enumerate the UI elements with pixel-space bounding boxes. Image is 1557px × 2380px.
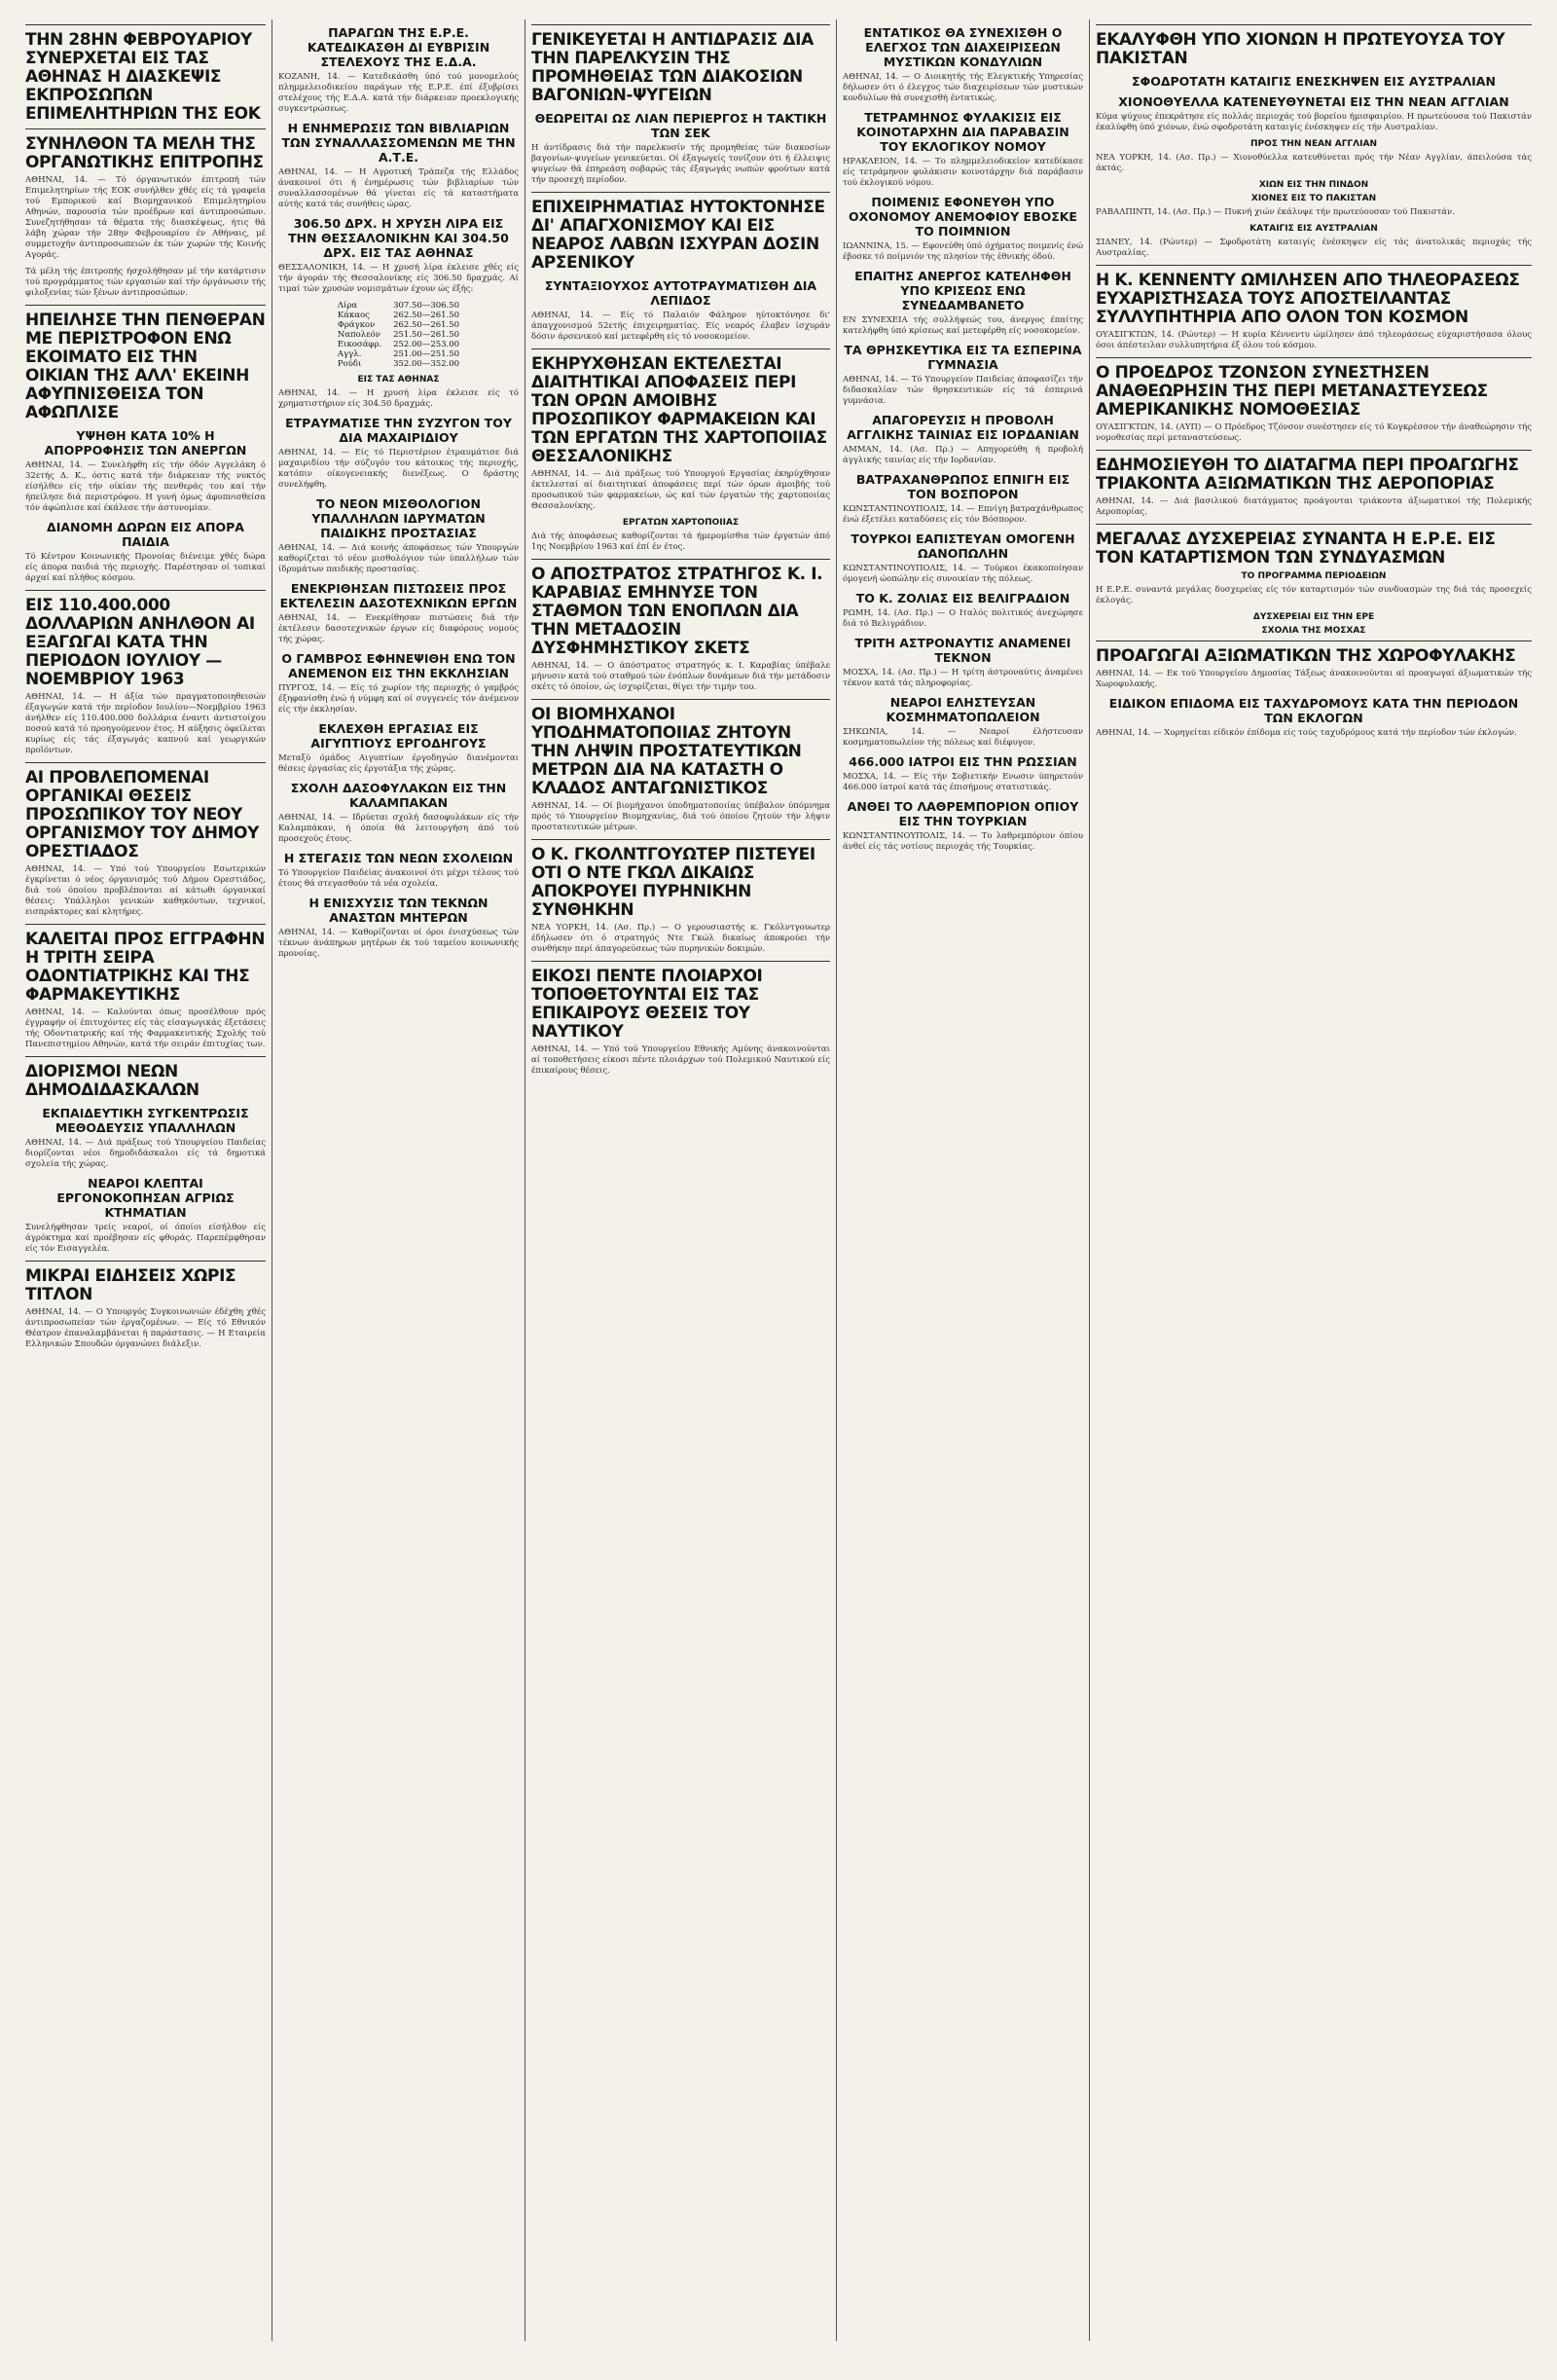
article-headline: ΕΙΚΟΣΙ ΠΕΝΤΕ ΠΛΟΙΑΡΧΟΙ ΤΟΠΟΘΕΤΟΥΝΤΑΙ ΕΙΣ ΤΑΣ ΕΠΙΚΑΙΡΟΥΣ ΘΕΣΕΙΣ ΤΟΥ ΝΑΥΤΙΚΟΥ <box>531 967 763 1042</box>
article-subheadline: ΣΧΟΛΗ ΔΑΣΟΦΥΛΑΚΩΝ ΕΙΣ ΤΗΝ ΚΑΛΑΜΠΑΚΑΝ <box>290 781 507 810</box>
article-body: ΟΥΑΣΙΓΚΤΩΝ, 14. (Ρώυτερ) — Η κυρία Κέννεντυ ώμίλησεν άπό τηλεοράσεως εύχαριστήσασα όλους όσοι άπέστειλαν συλλυπητήρια έξ όλου τού κόσμου. <box>1096 330 1532 350</box>
article-subheadline: ΤΑ ΘΡΗΣΚΕΥΤΙΚΑ ΕΙΣ ΤΑ ΕΣΠΕΡΙΝΑ ΓΥΜΝΑΣΙΑ <box>844 343 1082 372</box>
article-body: ΑΘΗΝΑΙ, 14. — Η άξία τών πραγματοποιηθεισών έξαγωγών κατά τήν περίοδον Ιουλίου—Νοεμβρίου 1963 άνήλθεν είς 110.400.000 δολλάρια έναντι άντιστοίχου ποσού κατά τό προηγούμενον έτος. Η αύξησις όφείλεται κυρίως είς τάς έξαγωγάς καπνού καί γεωργικών προϊόντων. <box>25 692 266 755</box>
divider <box>531 24 830 25</box>
coin-name: Αγγλ. <box>337 349 362 359</box>
article-subheadline: ΤΕΤΡΑΜΗΝΟΣ ΦΥΛΑΚΙΣΙΣ ΕΙΣ ΚΟΙΝΟΤΑΡΧΗΝ ΔΙΑ ΠΑΡΑΒΑΣΙΝ ΤΟΥ ΕΚΛΟΓΙΚΟΥ ΝΟΜΟΥ <box>856 110 1069 154</box>
divider <box>531 348 830 349</box>
article-body: ΑΘΗΝΑΙ, 14. — Τό Υπουργείον Παιδείας άποφασίζει τήν διδασκαλίαν τών θρησκευτικών είς τά έσπερινά γυμνάσια. <box>843 375 1083 406</box>
article-headline: Ο ΠΡΟΕΔΡΟΣ ΤΖΟΝΣΟΝ ΣΥΝΕΣΤΗΣΕΝ ΑΝΑΘΕΩΡΗΣΙΝ ΤΗΣ ΠΕΡΙ ΜΕΤΑΝΑΣΤΕΥΣΕΩΣ ΑΜΕΡΙΚΑΝΙΚΗΣ ΝΟΜΟΘΕΣΙΑΣ <box>1096 363 1488 420</box>
article-subheadline: ΤΟΥΡΚΟΙ ΕΑΠΙΣΤΕΥΑΝ ΟΜΟΓΕΝΗ ΩΑΝΟΠΩΛΗΝ <box>851 531 1075 561</box>
article-body: ΑΘΗΝΑΙ, 14. — Η χρυσή λίρα έκλεισε είς τό χρηματιστήριον είς 304.50 δραχμάς. <box>278 388 519 409</box>
article-body: Η Ε.Ρ.Ε. συναντά μεγάλας δυσχερείας είς τόν καταρτισμόν τών συνδυασμών της διά τάς προσεχείς έκλογάς. <box>1096 585 1532 605</box>
article-headline: ΓΕΝΙΚΕΥΕΤΑΙ Η ΑΝΤΙΔΡΑΣΙΣ ΔΙΑ ΤΗΝ ΠΑΡΕΛΚΥΣΙΝ ΤΗΣ ΠΡΟΜΗΘΕΙΑΣ ΤΩΝ ΔΙΑΚΟΣΙΩΝ ΒΑΓΟΝΙΩΝ-ΨΥΓΕΙΩΝ <box>531 30 814 105</box>
divider <box>25 24 266 25</box>
article-subheadline: ΣΦΟΔΡΟΤΑΤΗ ΚΑΤΑΙΓΙΣ ΕΝΕΣΚΗΨΕΝ ΕΙΣ ΑΥΣΤΡΑΛΙΑΝ <box>1132 74 1496 89</box>
column-4 <box>837 19 1090 2341</box>
article-headline: ΜΙΚΡΑΙ ΕΙΔΗΣΕΙΣ ΧΩΡΙΣ ΤΙΤΛΟΝ <box>25 1266 236 1304</box>
article-body: ΑΘΗΝΑΙ, 14. — Διά κοινής άποφάσεως τών Υπουργών καθορίζεται τό νέον μισθολόγιον τών ύπαλλήλων τών ίδρυμάτων παιδικής προστασίας. <box>278 543 519 574</box>
article-body: ΑΜΜΑΝ, 14. (Ασ. Πρ.) — Απηγορεύθη ή προβολή άγγλικής ταινίας είς τήν Ιορδανίαν. <box>843 445 1083 465</box>
article-subheadline: ΤΟ ΝΕΟΝ ΜΙΣΘΟΛΟΓΙΟΝ ΥΠΑΛΛΗΛΩΝ ΙΔΡΥΜΑΤΩΝ ΠΑΙΔΙΚΗΣ ΠΡΟΣΤΑΣΙΑΣ <box>311 496 486 540</box>
section-label: ΠΡΟΣ ΤΗΝ ΝΕΑΝ ΑΓΓΛΙΑΝ <box>1250 139 1377 149</box>
article-body: ΑΘΗΝΑΙ, 14. — Διά πράξεως τού Υπουργείου Παιδείας διορίζονται νέοι δημοδιδάσκαλοι είς τά δημοτικά σχολεία τής χώρας. <box>25 1138 266 1169</box>
article-subheadline: ΕΝΤΑΤΙΚΟΣ ΘΑ ΣΥΝΕΧΙΣΘΗ Ο ΕΛΕΓΧΟΣ ΤΩΝ ΔΙΑΧΕΙΡΙΣΕΩΝ ΜΥΣΤΙΚΩΝ ΚΟΝΔΥΛΙΩΝ <box>863 25 1063 69</box>
article-subheadline: ΑΝΘΕΙ ΤΟ ΛΑΘΡΕΜΠΟΡΙΟΝ ΟΠΙΟΥ ΕΙΣ ΤΗΝ ΤΟΥΡΚΙΑΝ <box>847 799 1079 828</box>
article-subheadline: ΤΡΙΤΗ ΑΣΤΡΟΝΑΥΤΙΣ ΑΝΑΜΕΝΕΙ ΤΕΚΝΟΝ <box>854 636 1071 665</box>
article-subheadline: ΧΙΟΝΟΘΥΕΛΛΑ ΚΑΤΕΝΕΥΘΥΝΕΤΑΙ ΕΙΣ ΤΗΝ ΝΕΑΝ ΑΓΓΛΙΑΝ <box>1118 94 1509 109</box>
coin-price: 251.00—251.50 <box>393 349 460 359</box>
article-subheadline: ΥΨΗΘΗ ΚΑΤΑ 10% Η ΑΠΟΡΡΟΦΗΣΙΣ ΤΩΝ ΑΝΕΡΓΩΝ <box>44 428 247 458</box>
coin-price: 352.00—352.00 <box>393 359 460 369</box>
article-headline: ΜΕΓΑΛΑΣ ΔΥΣΧΕΡΕΙΑΣ ΣΥΝΑΝΤΑ Η Ε.Ρ.Ε. ΕΙΣ ΤΟΝ ΚΑΤΑΡΤΙΣΜΟΝ ΤΩΝ ΣΥΝΔΥΑΣΜΩΝ <box>1096 530 1496 568</box>
table-row <box>332 311 465 320</box>
article-body: ΑΘΗΝΑΙ, 14. — Είς τό Περιστέριον έτραυμάτισε διά μαχαιριδίου τήν σύζυγόν του κάτοικος τής περιοχής, κατόπιν οίκογενειακής διενέξεως. Ο δράστης συνελήφθη. <box>278 448 519 490</box>
table-row <box>332 340 465 349</box>
article-subheadline: ΔΙΑΝΟΜΗ ΔΩΡΩΝ ΕΙΣ ΑΠΟΡΑ ΠΑΙΔΙΑ <box>47 520 244 549</box>
divider <box>1096 450 1532 451</box>
article-body: ΑΘΗΝΑΙ, 14. — Υπό τού Υπουργείου Εθνικής Αμύνης άνακοινούνται αί τοποθετήσεις είκοσι πέντε πλοιάρχων τού Πολεμικού Ναυτικού είς έπικαίρους θέσεις. <box>531 1044 830 1076</box>
article-subheadline: Η ΕΝΗΜΕΡΩΣΙΣ ΤΩΝ ΒΙΒΛΙΑΡΙΩΝ ΤΩΝ ΣΥΝΑΛΛΑΣΣΟΜΕΝΩΝ ΜΕ ΤΗΝ Α.Τ.Ε. <box>281 121 516 165</box>
table-row <box>332 330 465 340</box>
column-1 <box>19 19 272 2341</box>
article-headline: Η Κ. ΚΕΝΝΕΝΤΥ ΩΜΙΛΗΣΕΝ ΑΠΟ ΤΗΛΕΟΡΑΣΕΩΣ ΕΥΧΑΡΙΣΤΗΣΑΣΑ ΤΟΥΣ ΑΠΟΣΤΕΙΛΑΝΤΑΣ ΣΥΛΛΥΠΗΤΗΡΙΑ ΑΠΟ ΟΛΟΝ ΤΟΝ ΚΟΣΜΟΝ <box>1096 271 1520 327</box>
article-body: ΑΘΗΝΑΙ, 14. — Ο Διοικητής τής Ελεγκτικής Υπηρεσίας δήλωσεν ότι ό έλεγχος τών διαχειρίσεων τών μυστικών κονδυλίων θά συνεχισθή έντατικώς. <box>843 72 1083 103</box>
section-label: ΤΟ ΠΡΟΓΡΑΜΜΑ ΠΕΡΙΟΔΕΙΩΝ <box>1241 571 1387 581</box>
article-subheadline: ΒΑΤΡΑΧΑΝΘΡΩΠΟΣ ΕΠΝΙΓΗ ΕΙΣ ΤΟΝ ΒΟΣΠΟΡΟΝ <box>855 472 1070 501</box>
coin-name: Φράγκον <box>337 320 376 330</box>
article-headline: ΟΙ ΒΙΟΜΗΧΑΝΟΙ ΥΠΟΔΗΜΑΤΟΠΟΙΙΑΣ ΖΗΤΟΥΝ ΤΗΝ ΛΗΨΙΝ ΠΡΟΣΤΑΤΕΥΤΙΚΩΝ ΜΕΤΡΩΝ ΔΙΑ ΝΑ ΚΑΤΑΣΤΗ Ο ΚΛΑΔΟΣ ΑΝΤΑΓΩΝΙΣΤΙΚΟΣ <box>531 705 802 798</box>
article-body: ΑΘΗΝΑΙ, 14. — Υπό τού Υπουργείου Εσωτερικών έγκρίνεται ό νέος όργανισμός τού Δήμου Ορεστιάδος, διά τού όποίου προβλέπονται αί κάτωθι όργανικαί θέσεις: Υπάλληλοι γενικών καθηκόντων, τεχνικοί, εισπράκτορες καί κλητήρες. <box>25 864 266 917</box>
coin-price: 262.50—261.50 <box>393 311 460 320</box>
article-body: Τό Κέντρον Κοινωνικής Προνοίας διένειμε χθές δώρα είς άπορα παιδιά τής περιοχής. Παρέστησαν οί τοπικαί άρχαί καί πλήθος κόσμου. <box>25 552 266 583</box>
table-row <box>332 359 465 369</box>
coin-name: Κάκαος <box>337 311 370 320</box>
divider <box>1096 265 1532 266</box>
section-label: ΔΥΣΧΕΡΕΙΑΙ ΕΙΣ ΤΗΝ ΕΡΕ <box>1252 612 1375 622</box>
article-body: ΜΟΣΧΑ, 14. — Είς τήν Σοβιετικήν Ενωσιν ύπηρετούν 466.000 ίατροί κατά τάς έπισήμους στατιστικάς. <box>843 772 1083 792</box>
article-subheadline: ΝΕΑΡΟΙ ΕΛΗΣΤΕΥΣΑΝ ΚΟΣΜΗΜΑΤΟΠΩΛΕΙΟΝ <box>886 695 1040 724</box>
article-headline: ΕΔΗΜΟΣΙΕΥΘΗ ΤΟ ΔΙΑΤΑΓΜΑ ΠΕΡΙ ΠΡΟΑΓΩΓΗΣ ΤΡΙΑΚΟΝΤΑ ΑΞΙΩΜΑΤΙΚΩΝ ΤΗΣ ΑΕΡΟΠΟΡΙΑΣ <box>1096 456 1519 494</box>
article-body: ΚΩΝΣΤΑΝΤΙΝΟΥΠΟΛΙΣ, 14. — Τούρκοι έκακοποίησαν όμογενή ώοπώλην είς συνοικίαν τής πόλεως. <box>843 564 1083 584</box>
article-body: ΑΘΗΝΑΙ, 14. — Καθορίζονται οί όροι ένισχύσεως τών τέκνων άνάπηρων μητέρων έκ τού ταμείου κοινωνικής προνοίας. <box>278 928 519 959</box>
article-headline: ΔΙΟΡΙΣΜΟΙ ΝΕΩΝ ΔΗΜΟΔΙΔΑΣΚΑΛΩΝ <box>25 1062 199 1100</box>
article-headline: ΑΙ ΠΡΟΒΛΕΠΟΜΕΝΑΙ ΟΡΓΑΝΙΚΑΙ ΘΕΣΕΙΣ ΠΡΟΣΩΠΙΚΟΥ ΤΟΥ ΝΕΟΥ ΟΡΓΑΝΙΣΜΟΥ ΤΟΥ ΔΗΜΟΥ ΟΡΕΣΤΙΑΔΟΣ <box>25 768 260 861</box>
article-body: ΙΩΑΝΝΙΝΑ, 15. — Εφονεύθη ύπό όχήματος ποιμενίς ένώ έβοσκε τό ποίμνιόν της πλησίον τής έθνικής όδού. <box>843 241 1083 262</box>
article-body: ΠΥΡΓΟΣ, 14. — Είς τό χωρίον τής περιοχής ό γαμβρός έξηφανίσθη ένώ ή νύμφη καί οί συγγενείς τόν άνέμενον είς τήν έκκλησίαν. <box>278 683 519 714</box>
column-3 <box>525 19 837 2341</box>
table-row <box>332 349 465 359</box>
article-headline: ΠΡΟΑΓΩΓΑΙ ΑΞΙΩΜΑΤΙΚΩΝ ΤΗΣ ΧΩΡΟΦΥΛΑΚΗΣ <box>1096 646 1516 666</box>
article-headline: ΕΚΗΡΥΧΘΗΣΑΝ ΕΚΤΕΛΕΣΤΑΙ ΔΙΑΙΤΗΤΙΚΑΙ ΑΠΟΦΑΣΕΙΣ ΠΕΡΙ ΤΩΝ ΟΡΩΝ ΑΜΟΙΒΗΣ ΠΡΟΣΩΠΙΚΟΥ ΦΑΡΜΑΚΕΙΩΝ ΚΑΙ ΤΩΝ ΕΡΓΑΤΩΝ ΤΗΣ ΧΑΡΤΟΠΟΙΙΑΣ ΘΕΣΣΑΛΟΝΙΚΗΣ <box>531 354 827 466</box>
article-subheadline: ΕΝΕΚΡΙΘΗΣΑΝ ΠΙΣΤΩΣΕΙΣ ΠΡΟΣ ΕΚΤΕΛΕΣΙΝ ΔΑΣΟΤΕΧΝΙΚΩΝ ΕΡΓΩΝ <box>279 581 518 610</box>
article-headline: ΣΥΝΗΛΘΟΝ ΤΑ ΜΕΛΗ ΤΗΣ ΟΡΓΑΝΩΤΙΚΗΣ ΕΠΙΤΡΟΠΗΣ <box>25 134 264 172</box>
coin-name: Ναπολεόν <box>337 330 380 340</box>
article-subheadline: ΠΑΡΑΓΩΝ ΤΗΣ Ε.Ρ.Ε. ΚΑΤΕΔΙΚΑΣΘΗ ΔΙ ΕΥΒΡΙΣΙΝ ΣΤΕΛΕΧΟΥΣ ΤΗΣ Ε.Δ.Α. <box>307 25 490 69</box>
article-body: ΑΘΗΝΑΙ, 14. — Ο άπόστρατος στρατηγός κ. Ι. Καραβίας ύπέβαλε μήνυσιν κατά τού σταθμού τών ένόπλων δυνάμεων διά τήν μετάδοσιν σκέτς τό όποίον, ώς ίσχυρίζεται, θίγει τήν τιμήν του. <box>531 661 830 692</box>
divider <box>531 961 830 962</box>
article-headline: ΕΚΑΛΥΦΘΗ ΥΠΟ ΧΙΟΝΩΝ Η ΠΡΩΤΕΥΟΥΣΑ ΤΟΥ ΠΑΚΙΣΤΑΝ <box>1096 30 1505 68</box>
divider <box>1096 357 1532 358</box>
article-subheadline: ΠΟΙΜΕΝΙΣ ΕΦΟΝΕΥΘΗ ΥΠΟ ΟΧΟΝΟΜΟΥ ΑΝΕΜΟΦΙΟΥ ΕΒΟΣΚΕ ΤΟ ΠΟΙΜΝΙΟΝ <box>849 195 1077 238</box>
section-label: ΚΑΤΑΙΓΙΣ ΕΙΣ ΑΥΣΤΡΑΛΙΑΝ <box>1249 224 1378 234</box>
divider <box>25 762 266 763</box>
article-body: ΘΕΣΣΑΛΟΝΙΚΗ, 14. — Η χρυσή λίρα έκλεισε χθές είς τήν άγοράν τής Θεσσαλονίκης είς 306.50 δραχμάς. Αί τιμαί τών χρυσών νομισμάτων έχουν ώς έξής: <box>278 263 519 294</box>
article-body: ΚΩΝΣΤΑΝΤΙΝΟΥΠΟΛΙΣ, 14. — Επνίγη βατραχάνθρωπος ένώ έξετέλει καταδύσεις είς τόν Βόσπορον. <box>843 504 1083 525</box>
column-5 <box>1090 19 1538 2341</box>
article-body: ΗΡΑΚΛΕΙΟΝ, 14. — Το πλημμελειοδικείον κατεδίκασε είς τετράμηνον φυλάκισιν κοινοτάρχην διά παράβασιν τού έκλογικού νόμου. <box>843 157 1083 188</box>
divider <box>25 128 266 129</box>
article-body: ΑΘΗΝΑΙ, 14. — Είς τό Παλαιόν Φάληρον ηύτοκτόνησε δι' άπαγχονισμού 52ετής έπιχειρηματίας. Είς νεαρός έλαβεν ίσχυράν δόσιν άρσενικού καί μετεφέρθη είς τό νοσοκομείον. <box>531 311 830 342</box>
divider <box>25 924 266 925</box>
article-subheadline: ΕΠΑΙΤΗΣ ΑΝΕΡΓΟΣ ΚΑΤΕΛΗΦΘΗ ΥΠΟ ΚΡΙΣΕΩΣ ΕΝΩ ΣΥΝΕΔΑΜΒΑΝΕΤΟ <box>854 269 1071 312</box>
article-body: ΑΘΗΝΑΙ, 14. — Οί βιομήχανοι ύποδηματοποιίας ύπέβαλον ύπόμνημα πρός τό Υπουργείον Βιομηχανίας, διά τού όποίου ζητούν τήν λήψιν προστατευτικών μέτρων. <box>531 801 830 832</box>
article-subheadline: ΕΤΡΑΥΜΑΤΙΣΕ ΤΗΝ ΣΥΖΥΓΟΝ ΤΟΥ ΔΙΑ ΜΑΧΑΙΡΙΔΙΟΥ <box>285 416 512 445</box>
article-headline: ΕΙΣ 110.400.000 ΔΟΛΛΑΡΙΩΝ ΑΝΗΛΘΟΝ ΑΙ ΕΞΑΓΩΓΑΙ ΚΑΤΑ ΤΗΝ ΠΕΡΙΟΔΟΝ ΙΟΥΛΙΟΥ — ΝΟΕΜΒΡΙΟΥ 1963 <box>25 596 255 689</box>
article-body: Τό Υπουργείον Παιδείας άνακοινοί ότι μέχρι τέλους τού έτους θά στεγασθούν τά νέα σχολεία. <box>278 868 519 889</box>
article-body: ΟΥΑΣΙΓΚΤΩΝ, 14. (ΑΥΠ) — Ο Πρόεδρος Τζόνσον συνέστησεν είς τό Κογκρέσσον τήν άναθεώρησιν τής νομοθεσίας περί μεταναστεύσεως. <box>1096 422 1532 443</box>
article-subheadline: ΝΕΑΡΟΙ ΚΛΕΠΤΑΙ ΕΡΓΟΝΟΚΟΠΗΣΑΝ ΑΓΡΙΩΣ ΚΤΗΜΑΤΙΑΝ <box>56 1176 235 1220</box>
coin-price: 262.50—261.50 <box>393 320 460 330</box>
divider <box>531 192 830 193</box>
divider <box>531 559 830 560</box>
article-subheadline: ΕΙΔΙΚΟΝ ΕΠΙΔΟΜΑ ΕΙΣ ΤΑΧΥΔΡΟΜΟΥΣ ΚΑΤΑ ΤΗΝ ΠΕΡΙΟΔΟΝ ΤΩΝ ΕΚΛΟΓΩΝ <box>1108 696 1519 725</box>
article-body: Τά μέλη τής έπιτροπής ήσχολήθησαν μέ τήν κατάρτισιν τού προγράμματος τών εργασιών καί τήν όργάνωσιν τής φιλοξενίας τών ξένων άντιπροσώπων. <box>25 267 266 298</box>
coin-price: 252.00—253.00 <box>393 340 460 349</box>
article-body: Κύμα ψύχους έπεκράτησε είς πολλάς περιοχάς τού βορείου ήμισφαιρίου. Η πρωτεύουσα τού Πακιστάν έκαλύφθη ύπό χιόνων, ένώ σφοδροτάτη καταιγίς ένέσκηψεν είς τήν Αυστραλίαν. <box>1096 112 1532 132</box>
coin-name: Ρούδι <box>337 359 362 369</box>
divider <box>1096 524 1532 525</box>
article-body: ΣΙΔΝΕΥ, 14. (Ρώυτερ) — Σφοδροτάτη καταιγίς ένέσκηψεν είς τάς άνατολικάς περιοχάς τής Αυστραλίας. <box>1096 238 1532 258</box>
article-subheadline: Η ΣΤΕΓΑΣΙΣ ΤΩΝ ΝΕΩΝ ΣΧΟΛΕΙΩΝ <box>283 851 514 865</box>
article-headline: ΚΑΛΕΙΤΑΙ ΠΡΟΣ ΕΓΓΡΑΦΗΝ Η ΤΡΙΤΗ ΣΕΙΡΑ ΟΔΟΝΤΙΑΤΡΙΚΗΣ ΚΑΙ ΤΗΣ ΦΑΡΜΑΚΕΥΤΙΚΗΣ <box>25 930 266 1005</box>
section-label: ΧΙΩΝ ΕΙΣ ΤΗΝ ΠΙΝΔΟΝ <box>1258 180 1369 190</box>
article-subheadline: ΕΚΛΕΧΘΗ ΕΡΓΑΣΙΑΣ ΕΙΣ ΑΙΓΥΠΤΙΟΥΣ ΕΡΓΟΔΗΓΟΥΣ <box>310 721 487 751</box>
article-body: Η άντίδρασις διά τήν παρελκυσίν τής προμηθείας τών διακοσίων βαγονίων-ψυγείων γενικεύεται. Οί έξαγωγείς τονίζουν ότι ή έλλειψις ψυγείων θά έπηρεάση σοβαρώς τάς έξαγωγάς νωπών φρούτων κατά τήν προσεχή περίοδον. <box>531 143 830 185</box>
article-body: Διά τής άποφάσεως καθορίζονται τά ήμερομίσθια τών έργατών άπό 1ης Νοεμβρίου 1963 καί έπί έν έτος. <box>531 531 830 552</box>
article-body: ΡΩΜΗ, 14. (Ασ. Πρ.) — Ο Ιταλός πολιτικός άνεχώρησε διά τό Βελιγράδιον. <box>843 608 1083 629</box>
article-body: ΑΘΗΝΑΙ, 14. — Η Αγροτική Τράπεζα τής Ελλάδος άνακοινοί ότι ή ένημέρωσις τών βιβλιαρίων τών συναλλασσομένων θά γίνεται είς τά καταστήματα αύτής κατά τάς συνήθεις ώρας. <box>278 167 519 209</box>
article-body: ΑΘΗΝΑΙ, 14. — Διά βασιλικού διατάγματος προάγονται τριάκοντα άξιωματικοί τής Πολεμικής Αεροπορίας. <box>1096 496 1532 517</box>
newspaper-page <box>19 19 1538 2341</box>
article-subheadline: ΤΟ Κ. ΖΟΛΙΑΣ ΕΙΣ ΒΕΛΙΓΡΑΔΙΟΝ <box>855 591 1070 605</box>
article-body: ΜΟΣΧΑ, 14. (Ασ. Πρ.) — Η τρίτη άστροναύτις άναμένει τέκνον κατά τάς πληροφορίας. <box>843 668 1083 688</box>
article-body: ΣΗΚΩΝΙΑ, 14. — Νεαροί έλήστευσαν κοσμηματοπωλείον τής πόλεως καί διέφυγον. <box>843 727 1083 748</box>
article-body: ΑΘΗΝΑΙ, 14. — Συνελήφθη είς τήν όδόν Αγγελάκη ό 32ετής Δ. Κ., όστις κατά τήν διάρκειαν τής νυκτός είσήλθεν είς τήν οίκίαν τής πενθεράς του καί τήν ήπείλησε διά περιστρόφου. Η γυνή όμως άφυπνισθείσα τόν άφώπλισε καί έκάλεσε τήν άστυνομίαν. <box>25 460 266 513</box>
article-body: ΑΘΗΝΑΙ, 14. — Ιδρύεται σχολή δασοφυλάκων είς τήν Καλαμπάκαν, ή όποία θά λειτουργήση άπό τού προσεχούς έτους. <box>278 813 519 844</box>
coin-price: 307.50—306.50 <box>393 301 460 311</box>
article-body: ΑΘΗΝΑΙ, 14. — Χορηγείται είδικόν έπίδομα είς τούς ταχυδρόμους κατά τήν περίοδον τών έκλογών. <box>1096 728 1517 738</box>
divider <box>1096 24 1532 25</box>
coin-name: Εικοσάφρ. <box>337 340 382 349</box>
article-subheadline: Η ΕΝΙΣΧΥΣΙΣ ΤΩΝ ΤΕΚΝΩΝ ΑΝΑΣΤΩΝ ΜΗΤΕΡΩΝ <box>308 896 489 925</box>
article-body: ΚΟΖΑΝΗ, 14. — Κατεδικάσθη ύπό τού μονομελούς πλημμελειοδικείου παράγων τής Ε.Ρ.Ε. έπί έξυβρίσει στελέχους τής Ε.Δ.Α. κατά τήν διάρκειαν προεκλογικής συγκεντρώσεως. <box>278 72 519 114</box>
article-subheadline: 306.50 ΔΡΧ. Η ΧΡΥΣΗ ΛΙΡΑ ΕΙΣ ΤΗΝ ΘΕΣΣΑΛΟΝΙΚΗΝ ΚΑΙ 304.50 ΔΡΧ. ΕΙΣ ΤΑΣ ΑΘΗΝΑΣ <box>288 216 509 260</box>
article-subheadline: ΘΕΩΡΕΙΤΑΙ ΩΣ ΛΙΑΝ ΠΕΡΙΕΡΓΟΣ Η ΤΑΚΤΙΚΗ ΤΩΝ ΣΕΚ <box>534 111 827 140</box>
article-body: ΑΘΗΝΑΙ, 14. — Εκ τού Υπουργείου Δημοσίας Τάξεως άνακοινούνται αί προαγωγαί άξιωματικών τής Χωροφυλακής. <box>1096 669 1532 689</box>
divider <box>25 305 266 306</box>
table-row <box>332 301 465 311</box>
article-body: ΡΑΒΑΛΠΙΝΤΙ, 14. (Ασ. Πρ.) — Πυκνή χιών έκάλυψε τήν πρωτεύουσαν τού Πακιστάν. <box>1096 207 1455 217</box>
article-body: ΚΩΝΣΤΑΝΤΙΝΟΥΠΟΛΙΣ, 14. — Το λαθρεμπόριον όπίου άνθεί είς τάς νοτίους περιοχάς τής Τουρκίας. <box>843 831 1083 852</box>
section-label: ΕΙΣ ΤΑΣ ΑΘΗΝΑΣ <box>357 375 440 384</box>
section-label: ΕΡΓΑΤΩΝ ΧΑΡΤΟΠΟΙΙΑΣ <box>622 518 740 528</box>
article-body: ΑΘΗΝΑΙ, 14. — Διά πράξεως τού Υπουργού Εργασίας έκηρύχθησαν έκτελεσταί αί διαιτητικαί άποφάσεις περί τών όρων άμοιβής τού προσωπικού τών φαρμακείων, ώς καί τών έργατών τής χαρτοποιίας Θεσσαλονίκης. <box>531 469 830 511</box>
coin-name: Λίρα <box>337 301 358 311</box>
divider <box>25 590 266 591</box>
divider <box>531 839 830 840</box>
article-body: Συνελήφθησαν τρείς νεαροί, οί όποίοι είσήλθον είς άγρόκτημα καί προέβησαν είς φθοράς. Παρεπέμφθησαν είς τόν Εισαγγελέα. <box>25 1223 266 1254</box>
article-headline: ΤΗΝ 28ΗΝ ΦΕΒΡΟΥΑΡΙΟΥ ΣΥΝΕΡΧΕΤΑΙ ΕΙΣ ΤΑΣ ΑΘΗΝΑΣ Η ΔΙΑΣΚΕΨΙΣ ΕΚΠΡΟΣΩΠΩΝ ΕΠΙΜΕΛΗΤΗΡΙΩΝ ΤΗΣ ΕΟΚ <box>25 30 261 124</box>
article-subheadline: ΑΠΑΓΟΡΕΥΣΙΣ Η ΠΡΟΒΟΛΗ ΑΓΓΛΙΚΗΣ ΤΑΙΝΙΑΣ ΕΙΣ ΙΟΡΔΑΝΙΑΝ <box>847 413 1079 442</box>
article-body: ΑΘΗΝΑΙ, 14. — Καλούνται όπως προσέλθουν πρός έγγραφήν οί έπιτυχόντες είς τάς είσαγωγικάς έξετάσεις τής Οδοντιατρικής καί τής Φαρμακευτικής Σχολής τού Πανεπιστημίου Αθηνών, κατά τήν σειράν έπιτυχίας των. <box>25 1007 266 1049</box>
article-body: ΑΘΗΝΑΙ, 14. — Ο Υπουργός Συγκοινωνιών έδέχθη χθές άντιπροσωπείαν τών έργαζομένων. — Είς τό Εθνικόν Θέατρον έπαναλαμβάνεται ή παράστασις. — Η Εταιρεία Ελληνικών Σπουδών όργανώνει διάλεξιν. <box>25 1307 266 1349</box>
article-subheadline: Ο ΓΑΜΒΡΟΣ ΕΦΗΝΕΨΙΘΗ ΕΝΩ ΤΟΝ ΑΝΕΜΕΝΟΝ ΕΙΣ ΤΗΝ ΕΚΚΛΗΣΙΑΝ <box>281 651 516 680</box>
article-body: ΑΘΗΝΑΙ, 14. — Ενεκρίθησαν πιστώσεις διά τήν έκτέλεσιν δασοτεχνικών έργων είς διαφόρους νομούς τής χώρας. <box>278 613 519 644</box>
coin-price: 251.50—261.50 <box>393 330 460 340</box>
article-headline: ΗΠΕΙΛΗΣΕ ΤΗΝ ΠΕΝΘΕΡΑΝ ΜΕ ΠΕΡΙΣΤΡΟΦΟΝ ΕΝΩ ΕΚΟΙΜΑΤΟ ΕΙΣ ΤΗΝ ΟΙΚΙΑΝ ΤΗΣ ΑΛΛ' ΕΚΕΙΝΗ ΑΦΥΠΝΙΣΘΕΙΣΑ ΤΟΝ ΑΦΩΠΛΙΣΕ <box>25 311 266 422</box>
article-headline: Ο Κ. ΓΚΟΛΝΤΓΟΥΩΤΕΡ ΠΙΣΤΕΥΕΙ ΟΤΙ Ο ΝΤΕ ΓΚΩΛ ΔΙΚΑΙΩΣ ΑΠΟΚΡΟΥΕΙ ΠΥΡΗΝΙΚΗΝ ΣΥΝΘΗΚΗΝ <box>531 845 815 920</box>
article-body: ΑΘΗΝΑΙ, 14. — Τό όργανωτικόν έπιτροπή τών Επιμελητηρίων τής ΕΟΚ συνήλθεν χθές είς τά γραφεία τού Εμπορικού καί Βιομηχανικού Επιμελητηρίου Αθηνών, παρουσία τών προέδρων καί άντιπροσώπων. Συνεζητήθησαν τά θέματα τής διασκέψεως, ήτις θά λάβη χώραν τήν 28ην Φεβρουαρίου έν Αθήναις, μέ συμμετοχήν άντιπροσωπειών έκ τών χωρών τής Κοινής Αγοράς. <box>25 175 266 260</box>
section-label: ΧΙΟΝΕΣ ΕΙΣ ΤΟ ΠΑΚΙΣΤΑΝ <box>1250 194 1377 203</box>
divider <box>531 699 830 700</box>
column-2 <box>272 19 525 2341</box>
section-label: ΣΧΟΛΙΑ ΤΗΣ ΜΟΣΧΑΣ <box>1261 626 1366 636</box>
divider <box>25 1261 266 1262</box>
article-subheadline: ΣΥΝΤΑΞΙΟΥΧΟΣ ΑΥΤΟΤΡΑΥΜΑΤΙΣΘΗ ΔΙΑ ΛΕΠΙΔΟΣ <box>544 278 817 308</box>
table-row <box>332 320 465 330</box>
gold-price-table <box>332 301 465 369</box>
article-subheadline: ΕΚΠΑΙΔΕΥΤΙΚΗ ΣΥΓΚΕΝΤΡΩΣΙΣ ΜΕΘΟΔΕΥΣΙΣ ΥΠΑΛΛΗΛΩΝ <box>42 1106 249 1135</box>
article-body: ΕΝ ΣΥΝΕΧΕΙΑ τής συλλήψεώς του, άνεργος έπαίτης κατελήφθη ύπό κρίσεως καί μετεφέρθη είς νοσοκομείον. <box>843 315 1083 336</box>
article-body: ΝΕΑ ΥΟΡΚΗ, 14. (Ασ. Πρ.) — Ο γερουσιαστής κ. Γκόλντγουωτερ έδήλωσεν ότι ό στρατηγός Ντε Γκώλ δικαίως άποκρούει τήν συνθήκην περί άπαγορεύσεως τών πυρηνικών δοκιμών. <box>531 923 830 954</box>
article-subheadline: 466.000 ΙΑΤΡΟΙ ΕΙΣ ΤΗΝ ΡΩΣΣΙΑΝ <box>849 754 1077 769</box>
divider <box>25 1056 266 1057</box>
article-body: Μεταξύ όμάδος Αιγυπτίων έργοδηγών διανέμονται θέσεις έργασίας είς έργοτάξια τής χώρας. <box>278 753 519 774</box>
article-body: ΝΕΑ ΥΟΡΚΗ, 14. (Ασ. Πρ.) — Χιονοθύελλα κατευθύνεται πρός τήν Νέαν Αγγλίαν, άπειλούσα τάς άκτάς. <box>1096 153 1532 173</box>
article-headline: Ο ΑΠΟΣΤΡΑΤΟΣ ΣΤΡΑΤΗΓΟΣ Κ. Ι. ΚΑΡΑΒΙΑΣ ΕΜΗΝΥΣΕ ΤΟΝ ΣΤΑΘΜΟΝ ΤΩΝ ΕΝΟΠΛΩΝ ΔΙΑ ΤΗΝ ΜΕΤΑΔΟΣΙΝ ΔΥΣΦΗΜΗΣΤΙΚΟΥ ΣΚΕΤΣ <box>531 565 823 658</box>
article-headline: ΕΠΙΧΕΙΡΗΜΑΤΙΑΣ ΗΥΤΟΚΤΟΝΗΣΕ ΔΙ' ΑΠΑΓΧΟΝΙΣΜΟΥ ΚΑΙ ΕΙΣ ΝΕΑΡΟΣ ΛΑΒΩΝ ΙΣΧΥΡΑΝ ΔΟΣΙΝ ΑΡΣΕΝΙΚΟΥ <box>531 198 825 273</box>
